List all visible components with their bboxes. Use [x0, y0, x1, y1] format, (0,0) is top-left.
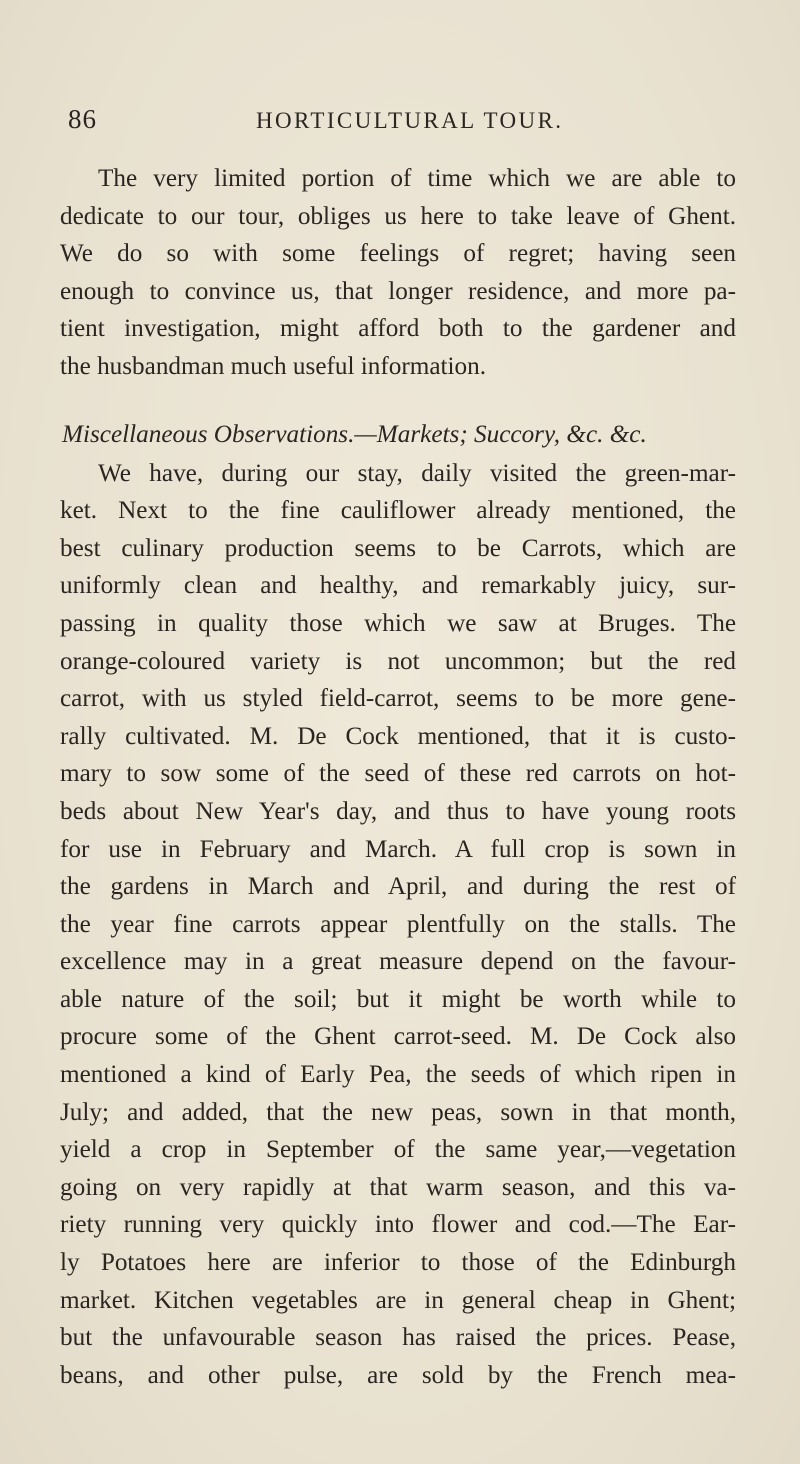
text-line: enough to convince us, that longer residence, and more pa- — [60, 277, 736, 305]
text-line: the gardens in March and April, and during the rest of — [60, 873, 736, 901]
text-line: ly Potatoes here are inferior to those of the Edinburgh — [60, 1249, 736, 1277]
paragraph-1 — [60, 160, 736, 386]
text-line: tient investigation, might afford both to the gardener and — [60, 315, 736, 343]
text-line: the husbandman much useful information. — [60, 352, 486, 380]
text-line: excellence may in a great measure depend on the favour- — [60, 948, 736, 976]
text-line: orange-coloured variety is not uncommon; but the red — [60, 647, 736, 675]
page-header — [68, 104, 768, 144]
text-line: market. Kitchen vegetables are in general cheap in Ghent; — [60, 1286, 736, 1314]
paragraph-2 — [60, 455, 736, 1395]
text-line: the year fine carrots appear plentfully on the stalls. The — [60, 910, 736, 938]
section-heading: Miscellaneous Observations.—Markets; Succory, &c. &c. — [62, 420, 647, 448]
text-line: able nature of the soil; but it might be worth while to — [60, 985, 736, 1013]
text-line: best culinary production seems to be Carrots, which are — [60, 534, 736, 562]
body-text — [60, 160, 736, 1394]
text-line: mentioned a kind of Early Pea, the seeds of which ripen in — [60, 1061, 736, 1089]
text-line: uniformly clean and healthy, and remarkably juicy, sur- — [60, 572, 736, 600]
page-number: 86 — [68, 104, 97, 134]
text-line: rally cultivated. M. De Cock mentioned, that it is custo- — [60, 722, 736, 750]
running-head: HORTICULTURAL TOUR. — [256, 108, 564, 133]
text-line: but the unfavourable season has raised the prices. Pease, — [60, 1324, 736, 1352]
text-line: yield a crop in September of the same year,—vegetation — [60, 1136, 736, 1164]
text-line: We have, during our stay, daily visited the green-mar- — [98, 459, 736, 487]
text-line: ket. Next to the fine cauliflower already mentioned, the — [60, 497, 736, 525]
paragraph-gap — [60, 386, 736, 415]
text-line: procure some of the Ghent carrot-seed. M. De Cock also — [60, 1023, 736, 1051]
text-line: riety running very quickly into flower and cod.—The Ear- — [60, 1211, 736, 1239]
text-line: going on very rapidly at that warm season, and this va- — [60, 1173, 736, 1201]
text-line: mary to sow some of the seed of these red carrots on hot- — [60, 760, 736, 788]
text-line: We do so with some feelings of regret; having seen — [60, 240, 736, 268]
text-line: beds about New Year's day, and thus to have young roots — [60, 797, 736, 825]
text-line: July; and added, that the new peas, sown in that month, — [60, 1098, 736, 1126]
text-line: carrot, with us styled field-carrot, seems to be more gene- — [60, 685, 736, 713]
text-line: The very limited portion of time which we are able to — [98, 165, 736, 192]
text-line: dedicate to our tour, obliges us here to take leave of Ghent. — [60, 202, 736, 230]
text-line: for use in February and March. A full crop is sown in — [60, 835, 736, 863]
text-line: beans, and other pulse, are sold by the French mea- — [60, 1361, 736, 1389]
text-line: passing in quality those which we saw at Bruges. The — [60, 609, 736, 637]
